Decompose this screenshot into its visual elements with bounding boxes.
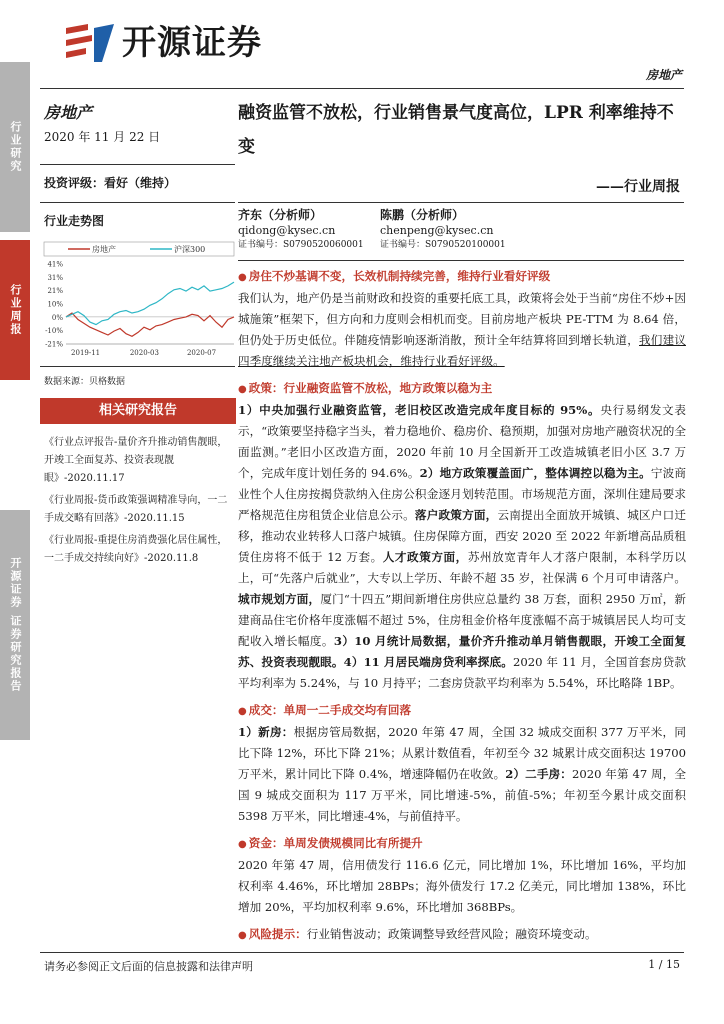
y-tick-label: -10% (45, 327, 63, 336)
section-paragraph: 1）新房：根据房管局数据，2020 年第 47 周，全国 32 城成交面积 377 万平米，同比下降 12%，环比下降 21%；从累计数值看，年初至今 32 城累计成交面积达 19700 万平米，累计同比下降 0.4%，增速降幅仍在收敛。2）二手房：2020 年第 47 周，全国 9 城成交面积为 117 万平米，同比增速-5%，前值-5%；年初至今累计成交面积 5398 万平米，同比增速-4%，与前值持平。 (238, 725, 686, 823)
x-tick-label: 2020-03 (129, 349, 159, 357)
y-tick-label: -21% (45, 340, 63, 349)
brand-logo-icon (64, 22, 116, 64)
related-report-item[interactable]: 《行业周报-重提住房消费强化居住属性，一二手成交持续向好》-2020.11.8 (44, 535, 228, 564)
bullet-icon: ● (238, 272, 247, 283)
divider (40, 164, 235, 165)
divider (238, 202, 684, 203)
analyst-email[interactable]: chenpeng@kysec.cn (380, 224, 494, 237)
section-heading: ● 成交：单周一二手成交均有回落 (238, 703, 412, 717)
report-body (238, 266, 686, 946)
divider (40, 202, 235, 203)
ribbon-industry-weekly: 行业周报 (0, 240, 30, 380)
ribbon-industry-research: 行业研究 (0, 62, 30, 232)
analyst-email[interactable]: qidong@kysec.cn (238, 224, 336, 237)
related-report-item[interactable]: 《行业周报-货币政策强调精准导向，一二手成交略有回落》-2020.11.15 (44, 495, 228, 524)
section-heading: ● 政策：行业融资监管不放松，地方政策以稳为主 (238, 381, 493, 395)
related-reports-title: 相关研究报告 (40, 398, 236, 424)
section-paragraph: 2020 年第 47 周，信用债发行 116.6 亿元，同比增加 1%，环比增加 16%，平均加权利率 4.46%，环比增加 28BPs；海外债发行 17.2 亿美元，同比增加 138%，环比增加 20%，平均加权利率 9.6%，环比增加 368BPs。 (238, 858, 686, 914)
related-reports-list (44, 434, 234, 572)
trend-chart-title: 行业走势图 (44, 214, 105, 228)
section-paragraph: 1）中央加强行业融资监管，老旧校区改造完成年度目标的 95%。央行易纲发文表示，“政策要坚持稳字当头，着力稳地价、稳房价、稳预期，加强对房地产融资状况的全面监测。”老旧小区改造方面，2020 年前 10 月全国新开工改造城镇老旧小区 3.7 万个，完成年度计划任务的 94.6%。2）地方政策覆盖面广，整体调控以稳为主。宁波商业性个人住房按揭贷款纳入住房公积金逐月划转范围。市场规范方面，深圳住建局要求严格规范住房租赁企业信息公示。落户政策方面，云南提出全面放开城镇、城区户口迁移，推动农业转移人口落户城镇。住房保障方面，西安 2020 至 2022 年新增高品质租赁住房将不低于 12 万套。人才政策方面，苏州放宽青年人才落户限制，本科学历以上，可“先落户后就业”，大专以上学历、年龄不超 35 岁，社保满 6 个月可申请落户。城市规划方面，厦门“十四五”期间新增住房供应总量约 38 万套，面积 2950 万㎡，新建商品住宅价格年度涨幅不超过 5%，住房租金价格年度涨幅不高于城镇居民人均可支配收入增长幅度。3）10 月统计局数据，量价齐升推动单月销售靓眼，开竣工全面复苏、投资表现靓眼。4）11 月居民端房贷利率探底。2020 年 11 月，全国首套房贷款平均利率为 5.24%，与 10 月持平；二套房贷款平均利率为 5.54%，环比略降 1BP。 (238, 403, 686, 690)
y-tick-label: 10% (47, 300, 63, 309)
analyst-cert: 证书编号：S0790520060001 (238, 240, 364, 250)
x-tick-label: 2019-11 (71, 349, 101, 357)
legend-label-hs300: 沪深300 (174, 245, 206, 254)
footer-divider (40, 952, 684, 953)
related-report-item[interactable]: 《行业点评报告-量价齐升推动销售靓眼，开竣工全面复苏、投资表现靓眼》-2020.11.17 (44, 437, 228, 484)
y-tick-label: 0% (51, 313, 63, 322)
brand-name: 开源证券 (122, 23, 262, 63)
series-line-realestate (66, 313, 234, 336)
analyst-card (380, 208, 506, 253)
report-title: 融资监管不放松，行业销售景气度高位，LPR 利率维持不变 (238, 103, 674, 157)
section-paragraph: 我们认为，地产仍是当前财政和投资的重要托底工具，政策将会处于当前“房住不炒+因城施策”框架下，但方向和力度则会相机而变。目前房地产板块 PE-TTM 为 8.64 倍，但仍处于历史低位。伴随疫情影响逐渐消散，预计全年结算将回到增长轨道，我们建议四季度继续关注地产板块机会，维持行业看好评级。 (238, 291, 686, 368)
ribbon-report-label: 开源证券 证券研究报告 (0, 510, 30, 740)
section-heading: ● 房住不炒基调不变，长效机制持续完善，维持行业看好评级 (238, 269, 551, 283)
chart-source: 数据来源：贝格数据 (44, 377, 126, 387)
legend-label-realestate: 房地产 (92, 245, 116, 254)
header-divider (40, 88, 684, 89)
header-category: 房地产 (645, 68, 682, 82)
risk-warning: ● 风险提示：行业销售波动；政策调整导致经营风险；融资环境变动。 (238, 927, 597, 941)
y-tick-label: 41% (47, 260, 63, 269)
series-line-hs300 (66, 282, 234, 325)
bullet-icon: ● (238, 839, 247, 850)
divider (40, 366, 235, 367)
x-tick-label: 2020-07 (186, 349, 217, 357)
analyst-name: 陈鹏（分析师） (380, 208, 465, 222)
investment-rating: 投资评级：看好（维持） (44, 176, 177, 190)
analyst-name: 齐东（分析师） (238, 208, 323, 222)
analyst-card (238, 208, 364, 253)
bullet-icon: ● (238, 930, 247, 941)
sector-name: 房地产 (44, 103, 93, 122)
report-type: ——行业周报 (596, 179, 680, 195)
trend-chart (40, 240, 240, 360)
analyst-cert: 证书编号：S0790520100001 (380, 240, 506, 250)
footer-disclaimer: 请务必参阅正文后面的信息披露和法律声明 (44, 960, 253, 973)
divider (238, 260, 684, 261)
report-date: 2020 年 11 月 22 日 (44, 130, 161, 144)
page-number: 1 / 15 (648, 958, 680, 971)
bullet-icon: ● (238, 384, 247, 395)
section-heading: ● 资金：单周发债规模同比有所提升 (238, 836, 423, 850)
y-tick-label: 31% (47, 273, 63, 282)
y-tick-label: 21% (47, 287, 63, 296)
bullet-icon: ● (238, 706, 247, 717)
